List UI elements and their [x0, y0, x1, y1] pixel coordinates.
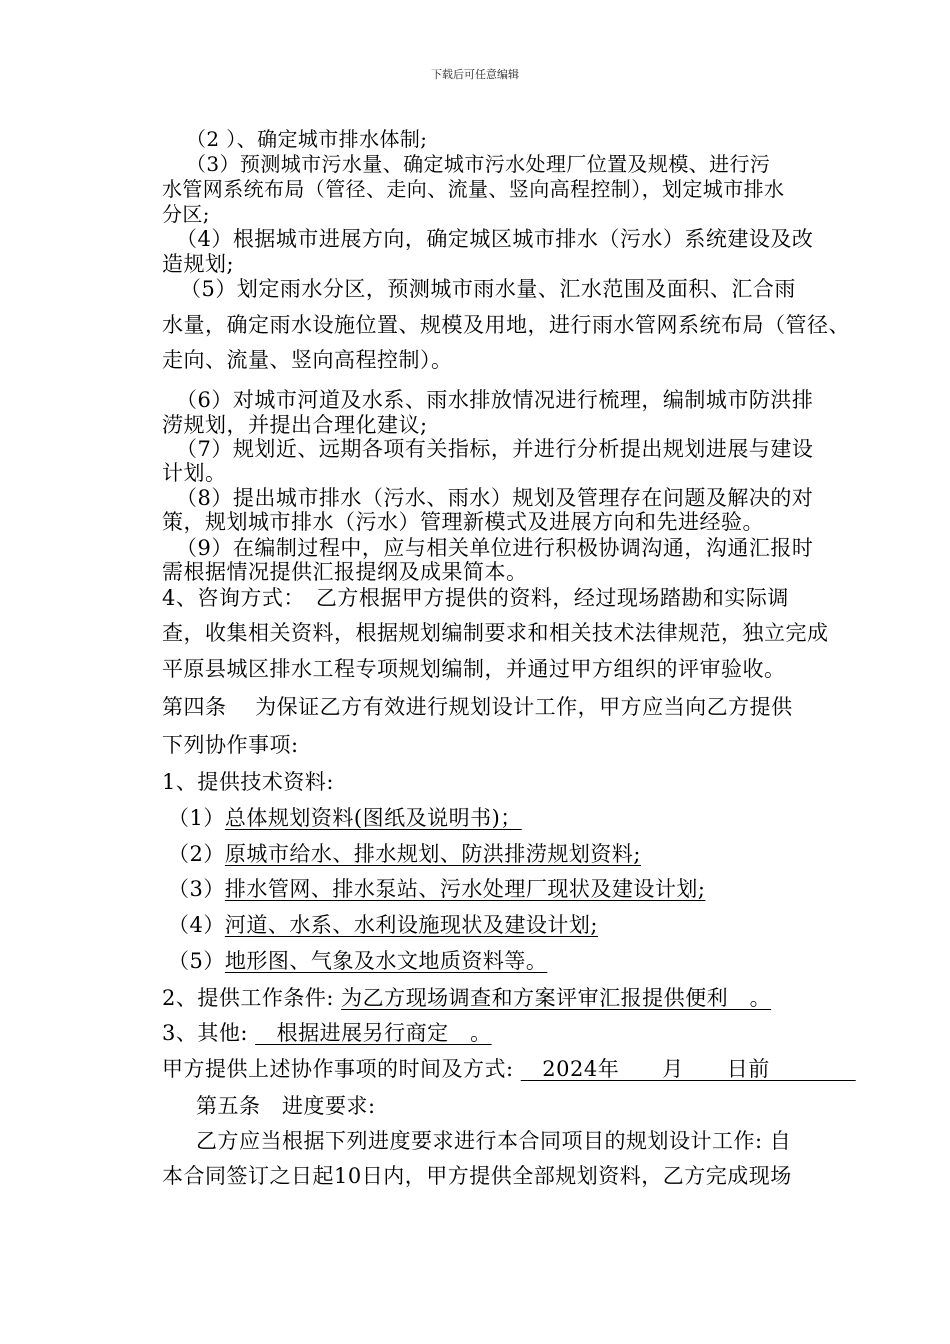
list-item-number: （4）: [168, 913, 225, 937]
paragraph-line: 下列协作事项:: [162, 733, 299, 757]
work-conditions-line: [162, 985, 771, 1011]
paragraph-line: （3）预测城市污水量、确定城市污水处理厂位置及规模、进行污: [186, 152, 771, 176]
paragraph-line: 1、提供技术资料:: [162, 770, 334, 794]
paragraph-line: 需根据情况提供汇报提纲及成果简本。: [162, 560, 528, 584]
article-heading-line: 第四条 为保证乙方有效进行规划设计工作，甲方应当向乙方提供: [162, 695, 793, 719]
list-item-underlined-text: 河道、水系、水利设施现状及建设计划;: [224, 913, 598, 937]
list-item: [168, 948, 547, 974]
list-item: [168, 805, 522, 831]
list-item-underlined-text: 总体规划资料(图纸及说明书)；: [224, 806, 522, 830]
field-label: 甲方提供上述协作事项的时间及方式:: [162, 1057, 521, 1081]
paragraph-line: 查，收集相关资料，根据规划编制要求和相关技术法律规范，独立完成: [162, 621, 829, 645]
field-value: 2024年 月 日前: [520, 1057, 856, 1081]
list-item: [168, 912, 598, 938]
field-value: 为乙方现场调查和方案评审汇报提供便利 。: [341, 986, 772, 1010]
list-item-number: （1）: [168, 806, 225, 830]
paragraph-line: （8）提出城市排水（污水、雨水）规划及管理存在问题及解决的对: [176, 486, 814, 510]
list-item-underlined-text: 地形图、气象及水文地质资料等。: [224, 949, 548, 973]
paragraph-line: （7）规划近、远期各项有关指标，并进行分析提出规划进展与建设: [176, 437, 814, 461]
page-header-note: 下载后可任意编辑: [431, 68, 519, 81]
field-label: 2、提供工作条件:: [162, 986, 342, 1010]
paragraph-line: 水量，确定雨水设施位置、规模及用地，进行雨水管网系统布局（管径、: [162, 313, 850, 337]
field-label: 3、其他:: [162, 1021, 256, 1045]
time-method-line: [162, 1056, 856, 1082]
field-value: 根据进展另行商定 。: [255, 1021, 492, 1045]
list-item: [168, 876, 705, 902]
list-item-underlined-text: 排水管网、排水泵站、污水处理厂现状及建设计划;: [224, 877, 706, 901]
list-item-number: （5）: [168, 949, 225, 973]
paragraph-line: （6）对城市河道及水系、雨水排放情况进行梳理，编制城市防洪排: [176, 388, 814, 412]
paragraph-line: 平原县城区排水工程专项规划编制，并通过甲方组织的评审验收。: [162, 657, 786, 681]
list-item-underlined-text: 原城市给水、排水规划、防洪排涝规划资料;: [224, 842, 641, 866]
article-heading-line: 第五条 进度要求:: [196, 1094, 376, 1118]
paragraph-line: 造规划;: [162, 252, 235, 276]
paragraph-line: （4）根据城市进展方向，确定城区城市排水（污水）系统建设及改: [176, 227, 814, 251]
paragraph-line: 策，规划城市排水（污水）管理新模式及进展方向和先进经验。: [162, 510, 764, 534]
list-item-number: （2）: [168, 842, 225, 866]
paragraph-line: （9）在编制过程中，应与相关单位进行积极协调沟通，沟通汇报时: [176, 536, 814, 560]
paragraph-line: 分区;: [162, 202, 210, 226]
paragraph-line: （2 ）、确定城市排水体制;: [186, 127, 428, 151]
paragraph-line: 4、咨询方式： 乙方根据甲方提供的资料，经过现场踏勘和实际调: [162, 586, 789, 610]
paragraph-line: 本合同签订之日起10日内，甲方提供全部规划资料，乙方完成现场: [162, 1164, 792, 1188]
paragraph-line: 涝规划，并提出合理化建议;: [162, 413, 428, 437]
list-item-number: （3）: [168, 877, 225, 901]
paragraph-line: 水管网系统布局（管径、走向、流量、竖向高程控制），划定城市排水: [162, 177, 785, 201]
paragraph-line: （5）划定雨水分区，预测城市雨水量、汇水范围及面积、汇合雨: [180, 277, 796, 301]
list-item: [168, 841, 641, 867]
other-line: [162, 1020, 492, 1046]
paragraph-line: 计划。: [162, 461, 227, 485]
paragraph-line: 走向、流量、竖向高程控制）。: [162, 348, 453, 372]
paragraph-line: 乙方应当根据下列进度要求进行本合同项目的规划设计工作: 自: [196, 1129, 792, 1153]
